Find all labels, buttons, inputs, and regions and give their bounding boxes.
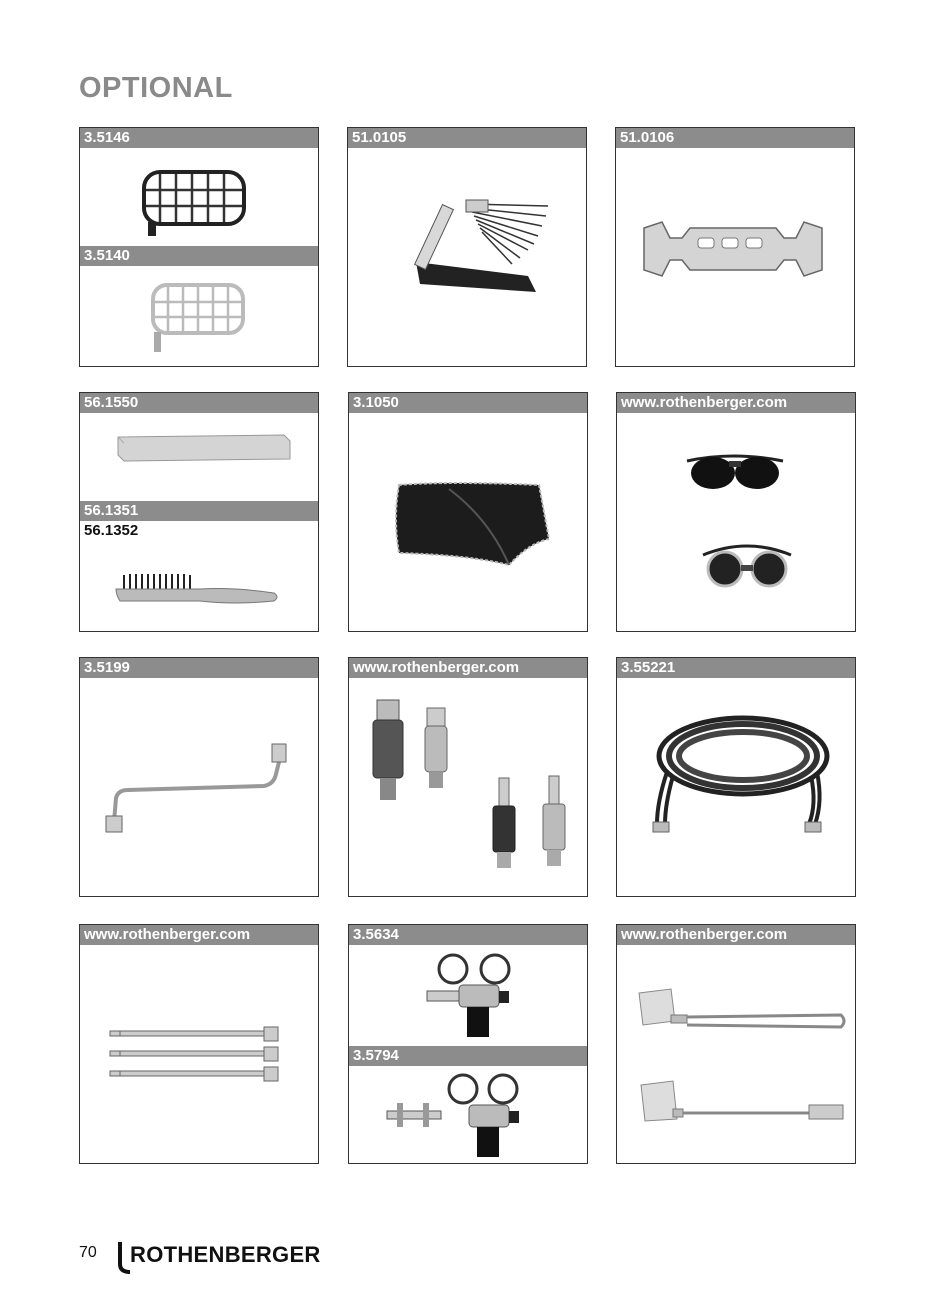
- hose-icon: [633, 712, 843, 842]
- extension-tube-icon: [102, 738, 302, 838]
- product-card-torch-nozzles: [79, 924, 319, 1164]
- product-code: 51.0105: [348, 128, 586, 148]
- tip-cleaner-icon: [408, 184, 558, 304]
- product-card-burner-guard: [79, 127, 319, 367]
- product-code: 3.5794: [349, 1046, 587, 1066]
- page-title: OPTIONAL: [79, 72, 233, 104]
- burner-guard-icon: [148, 280, 248, 354]
- goggles-icon: [683, 447, 787, 495]
- product-code-secondary: 56.1352: [84, 522, 139, 539]
- product-code: 51.0106: [616, 128, 854, 148]
- website-link: www.rothenberger.com: [617, 925, 855, 945]
- spatula-icon: [635, 987, 849, 1043]
- welding-blanket-icon: [389, 479, 559, 575]
- pressure-regulator-icon: [419, 953, 519, 1039]
- product-card-extension-tube: [79, 657, 319, 897]
- product-card-regulators: [348, 924, 588, 1164]
- product-code: 3.1050: [349, 393, 587, 413]
- product-card-whetstone-brush: [79, 392, 319, 632]
- product-card-wrench: [615, 127, 855, 367]
- product-card-goggles: [616, 392, 856, 632]
- pressure-regulator-icon: [383, 1073, 533, 1159]
- website-link: www.rothenberger.com: [80, 925, 318, 945]
- spatula-icon: [637, 1079, 847, 1133]
- goggles-icon: [701, 539, 793, 591]
- brand-name: ROTHENBERGER: [130, 1242, 321, 1267]
- wire-brush-icon: [114, 571, 284, 611]
- flashback-arrestor-icon: [367, 694, 577, 874]
- torch-nozzle-icon: [106, 1025, 292, 1085]
- product-code: 3.55221: [617, 658, 855, 678]
- product-card-tip-cleaner: [347, 127, 587, 367]
- burner-guard-icon: [138, 166, 248, 236]
- product-code: 3.5146: [80, 128, 318, 148]
- page-number: 70: [79, 1244, 97, 1261]
- product-card-spatulas: [616, 924, 856, 1164]
- website-link: www.rothenberger.com: [617, 393, 855, 413]
- product-code: 56.1550: [80, 393, 318, 413]
- product-code: 3.5140: [80, 246, 318, 266]
- product-card-welding-blanket: [348, 392, 588, 632]
- wrench-icon: [640, 218, 826, 280]
- product-card-hose: [616, 657, 856, 897]
- product-code: 56.1351: [80, 501, 318, 521]
- product-card-flashback-arrestor: [348, 657, 588, 897]
- product-code: 3.5634: [349, 925, 587, 945]
- website-link: www.rothenberger.com: [349, 658, 587, 678]
- product-code: 3.5199: [80, 658, 318, 678]
- whetstone-icon: [114, 431, 294, 467]
